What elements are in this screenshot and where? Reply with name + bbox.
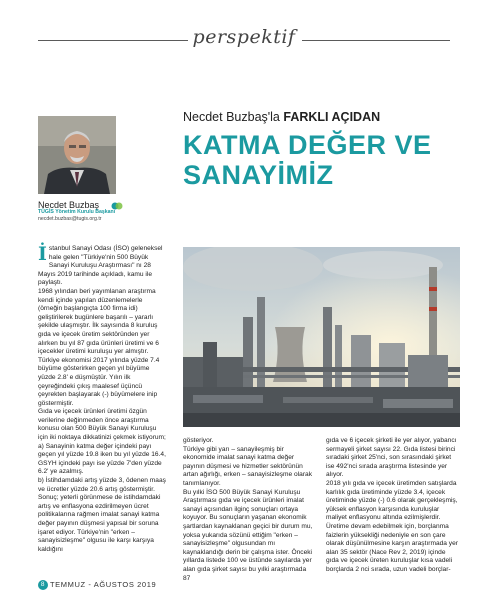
kicker-emphasis: FARKLI AÇIDAN: [283, 110, 381, 124]
headline-line-1: KATMA DEĞER VE: [183, 130, 432, 160]
paragraph: Türkiye gibi yarı – sanayileşmiş bir ekonomide imalat sanayi katma değer payının düşmesi ve hizmetler sektörünün artan ağırlığı, erken – sanayisizleşme olarak tanımlanıyor.: [183, 445, 313, 487]
paragraph: 2018 yılı gıda ve içecek üretimden satışlarda karlılık gıda üretiminde yüzde 3.4, içecek üretiminde yüzde (-) 0.6 olarak gerçekleşmiş, yüksek enflasyon karşısında kuruluşlar maliyet enflasyonu altında ezilmişlerdir. Üretime devam edebilmek için, borçlanma faizlerin yüksekliği nedeniyle en son çare olarak düşünülmesine karşın araştırmada yer alan 35 sektör (Nace Rev 2, 2019) içinde gıda ve içecek üreten kuruluşlar kısa vadeli borçlarda 2 nci sırada, uzun vadeli borçlar-: [326, 479, 458, 573]
author-email: necdet.buzbas@tugis.org.tr: [38, 216, 102, 222]
kicker: [183, 110, 380, 124]
paragraph: İstanbul Sanayi Odası (İSO) geleneksel hale gelen "Türkiye'nin 500 Büyük Sanayi Kuruluşu Araştırması" nı 28 Mayıs 2019 tarihinde açıkladı, kamu ile paylaştı.: [38, 243, 163, 287]
author-photo: [38, 116, 116, 194]
headline: [183, 130, 432, 190]
headline-line-2: SANAYİMİZ: [183, 160, 334, 190]
kicker-prefix: Necdet Buzbaş'la: [183, 110, 284, 124]
dropcap: İ: [38, 243, 47, 265]
body-column-1: [38, 245, 168, 554]
paragraph: gıda ve 6 içecek şirketi ile yer alıyor, yabancı sermayeli şirket sayısı 22. Gıda listesi birinci sıradaki şirket 25'nci, son sırasındaki şirket ise 492'nci sırada araştırma listesinde yer alıyor.: [326, 437, 457, 479]
page-footer: [38, 580, 156, 590]
paragraph: Bu yılki İSO 500 Büyük Sanayi Kuruluşu Araştırması gıda ve içecek ürünleri imalat sanayi açısından ilginç sonuçları ortaya koyuyor. Bu sonuçların yaşanan ekonomik şartlardan kaynaklanan geçici bir durum mu, yoksa yukarıda sözünü ettiğim "erken – sanayisizleşme" olgusundan mı kaynaklandığı derin bir çalışma ister. Önceki yıllarda listede 100 ve üstünde sayılarda yer alan gıda şirket sayısı bu yılki araştırmada 87: [183, 488, 313, 582]
paragraph: Gıda ve içecek ürünleri üretimi özgün verilerine değinmeden önce araştırma konusu olan 500 Büyük Sanayi Kuruluşu için iki noktaya dikkatinizi çekmek istiyorum;: [38, 408, 166, 442]
author-name: Necdet Buzbaş: [38, 200, 100, 210]
industrial-plant-photo: [183, 247, 460, 427]
paragraph: a) Sanayinin katma değer içindeki payı geçen yıl yüzde 19.8 iken bu yıl yüzde 16.4, GSYH içindeki payı ise yüzde 7'den yüzde 6.2' ye azalmış.: [38, 442, 166, 476]
paragraph: 1968 yılından beri yayımlanan araştırma kendi içinde yapılan düzenlemelerle (örneğin başlangıçta 100 firma idi) geliştirilerek bugünlere başarılı – yararlı şekilde ulaşmıştır. İlk sayısında 8 kuruluş gıda ve içecek üretim sektöründen yer alırken bu yıl 87 gıda ürünleri üretimi ve 6 içecekler üretimi kuruluşu yer almıştır.: [38, 287, 159, 356]
section-title: perspektif: [192, 26, 296, 48]
paragraph: b) İstihdamdaki artış yüzde 3, ödenen maaş ve ücretler yüzde 20.6 artış göstermiştir. Sonuç; yeterli görünmese de istihdamdaki artış ve enflasyona ezdirilmeyen ücret politikalarına rağmen imalat sanayi katma değer payının düşmesi yapısal bir soruna işaret ediyor. Türkiye'nin "erken – sanayisizleşme" olgusu ile karşı karşıya kaldığını: [38, 477, 166, 553]
issue-date: TEMMUZ - AĞUSTOS 2019: [50, 580, 157, 589]
paragraph: Türkiye ekonomisi 2017 yılında yüzde 7.4 büyüme gösterirken geçen yıl büyüme yüzde 2.8' e düşmüştür. Yılın ilk çeyreğindeki çıkış maalesef üçüncü çeyrekten başlayarak (-) büyümelere inip göstermiştir.: [38, 356, 160, 407]
paragraph: gösteriyor.: [183, 437, 214, 444]
body-column-2: [183, 437, 313, 583]
page-number: 8: [38, 580, 48, 590]
header-rule-right: [302, 40, 450, 41]
author-title: TÜGİS Yönetim Kurulu Başkanı: [38, 209, 116, 215]
body-column-3: [326, 437, 460, 575]
